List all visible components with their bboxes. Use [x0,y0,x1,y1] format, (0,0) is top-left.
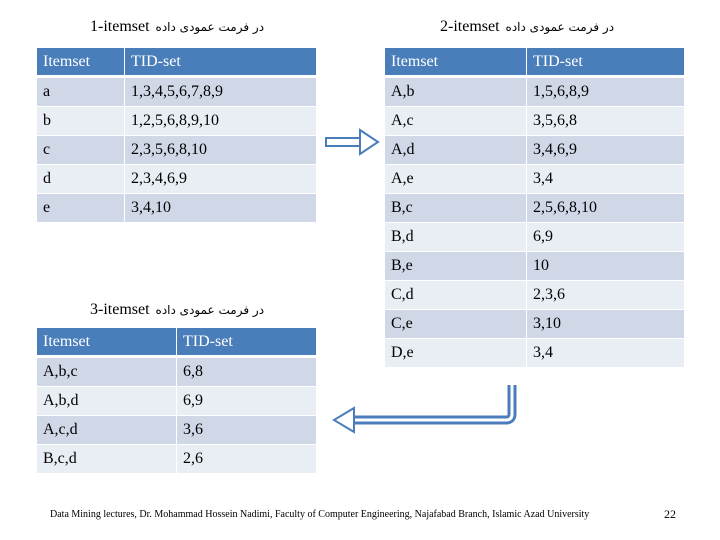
tidset-cell: 3,4,10 [124,193,316,222]
tidset-cell: 2,3,6 [526,280,684,309]
itemset-cell: d [37,164,124,193]
curved-left-arrow-icon [334,385,512,432]
itemset-cell: A,b [385,77,526,106]
tidset-cell: 3,5,6,8 [526,106,684,135]
tidset-cell: 3,6 [176,415,316,444]
tidset-cell: 2,5,6,8,10 [526,193,684,222]
table2-title-en: 2-itemset [440,18,500,35]
tidset-cell: 3,4,6,9 [526,135,684,164]
itemset-cell: B,c [385,193,526,222]
itemset-cell: B,e [385,251,526,280]
col-header-itemset: Itemset [385,48,526,77]
itemset-cell: A,e [385,164,526,193]
col-header-tidset: TID-set [124,48,316,77]
col-header-tidset: TID-set [176,328,316,357]
itemset-cell: B,d [385,222,526,251]
tidset-cell: 1,3,4,5,6,7,8,9 [124,77,316,106]
itemset-cell: a [37,77,124,106]
table3-title-fa: در فرمت عمودی داده [155,303,265,317]
tidset-cell: 10 [526,251,684,280]
tidset-cell: 2,3,4,6,9 [124,164,316,193]
tidset-cell: 3,10 [526,309,684,338]
right-arrow-icon [326,130,378,154]
itemset-cell: A,b,d [37,386,176,415]
tidset-cell: 6,9 [176,386,316,415]
tidset-cell: 3,4 [526,164,684,193]
col-header-tidset: TID-set [526,48,684,77]
table3-title-en: 3-itemset [90,301,150,318]
itemset-cell: C,e [385,309,526,338]
table1-title-fa: در فرمت عمودی داده [155,20,265,34]
tidset-cell: 6,8 [176,357,316,386]
col-header-itemset: Itemset [37,328,176,357]
itemset-cell: c [37,135,124,164]
tidset-cell: 1,5,6,8,9 [526,77,684,106]
itemset-cell: B,c,d [37,444,176,473]
itemset-cell: A,b,c [37,357,176,386]
tidset-cell: 6,9 [526,222,684,251]
footer-text: Data Mining lectures, Dr. Mohammad Hossein Nadimi, Faculty of Computer Engineering, Najafabad Branch, Islamic Azad University [50,509,590,520]
itemset-cell: A,c [385,106,526,135]
table2-title-fa: در فرمت عمودی داده [505,20,615,34]
tidset-cell: 1,2,5,6,8,9,10 [124,106,316,135]
itemset-cell: C,d [385,280,526,309]
table1-title-en: 1-itemset [90,18,150,35]
col-header-itemset: Itemset [37,48,124,77]
tidset-cell: 2,6 [176,444,316,473]
tidset-cell: 3,4 [526,338,684,367]
itemset-cell: b [37,106,124,135]
itemset-cell: A,d [385,135,526,164]
page-number: 22 [664,507,676,521]
tidset-cell: 2,3,5,6,8,10 [124,135,316,164]
itemset-cell: A,c,d [37,415,176,444]
itemset-cell: D,e [385,338,526,367]
itemset-cell: e [37,193,124,222]
